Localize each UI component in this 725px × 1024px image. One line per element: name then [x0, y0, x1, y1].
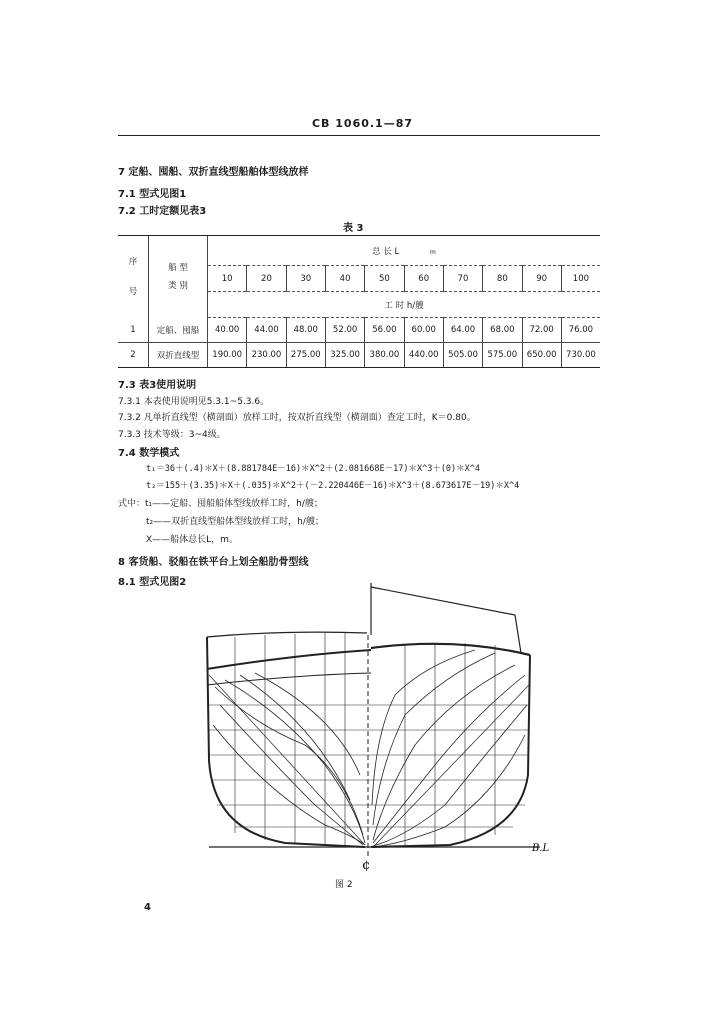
centerline-label: ¢	[362, 858, 371, 873]
document-code: CB 1060.1—87	[311, 117, 414, 130]
length-cell: 90	[522, 266, 561, 292]
sheer-line-right	[371, 644, 530, 655]
section-7-3: 7.3 表3使用说明	[118, 380, 197, 391]
deck-line-left	[207, 632, 367, 637]
where-t1: 式中：t₁——定船、囤船船体型线放样工时，h/艘；	[118, 499, 323, 509]
sheer-line-left	[207, 650, 371, 669]
value-cell: 40.00	[208, 318, 247, 343]
length-cell: 80	[483, 266, 522, 292]
where-t2: t₂——双折直线型船体型线放样工时，h/艘；	[146, 517, 324, 527]
length-cell: 70	[443, 266, 482, 292]
section-7-title: 7 定船、囤船、双折直线型船舶体型线放样	[118, 167, 309, 178]
value-cell: 440.00	[404, 343, 443, 368]
value-cell: 64.00	[443, 318, 482, 343]
value-cell: 325.00	[325, 343, 364, 368]
section-8-1: 8.1 型式见图2	[118, 577, 187, 588]
length-cell: 20	[247, 266, 286, 292]
page-number: 4	[144, 902, 151, 913]
seq-header: 序 号	[118, 236, 149, 318]
value-cell: 190.00	[208, 343, 247, 368]
table-caption: 表 3	[343, 223, 364, 234]
ship-type-header: 船 型 类 别	[149, 236, 208, 318]
value-cell: 48.00	[286, 318, 325, 343]
section-7-4: 7.4 数学模式	[118, 448, 180, 459]
section-7-1: 7.1 型式见图1	[118, 189, 187, 200]
value-cell: 275.00	[286, 343, 325, 368]
value-cell: 60.00	[404, 318, 443, 343]
work-hours-header: 工 时 h/艘	[208, 292, 601, 318]
value-cell: 68.00	[483, 318, 522, 343]
length-cell: 40	[325, 266, 364, 292]
section-7-3-1: 7.3.1 本表使用说明见5.3.1~5.3.6。	[118, 397, 270, 407]
value-cell: 575.00	[483, 343, 522, 368]
figure-caption: 图 2	[335, 880, 353, 890]
value-cell: 56.00	[365, 318, 404, 343]
work-hours-table	[118, 235, 600, 368]
value-cell: 230.00	[247, 343, 286, 368]
table-row	[118, 343, 600, 368]
length-cell: 60	[404, 266, 443, 292]
table-row	[118, 318, 600, 343]
header-rule	[118, 135, 600, 136]
total-length-header: 总 长 L m	[208, 236, 601, 266]
value-cell: 72.00	[522, 318, 561, 343]
bl-label: B.L	[532, 843, 550, 854]
length-cell: 10	[208, 266, 247, 292]
value-cell: 730.00	[561, 343, 600, 368]
formula-t1: t₁＝36＋(.4)＊X＋(8.881784E－16)＊X^2＋(2.081668E－17)＊X^3＋(0)＊X^4	[146, 464, 481, 474]
row-no: 2	[118, 343, 149, 368]
hull-outline-right	[371, 655, 530, 847]
length-cell: 100	[561, 266, 600, 292]
row-type: 双折直线型	[149, 343, 208, 368]
value-cell: 650.00	[522, 343, 561, 368]
length-cell: 50	[365, 266, 404, 292]
formula-t2: t₂＝155＋(3.35)＊X＋(.035)＊X^2＋(－2.220446E－16)＊X^3＋(8.673617E－19)＊X^4	[146, 481, 520, 491]
where-x: X——船体总长L，m。	[146, 535, 238, 545]
value-cell: 76.00	[561, 318, 600, 343]
row-type: 定船、囤船	[149, 318, 208, 343]
section-7-3-3: 7.3.3 技术等级：3~4级。	[118, 430, 226, 440]
section-8-title: 8 客货船、驳船在铁平台上划全船肋骨型线	[118, 557, 309, 568]
hull-body-plan-drawing	[195, 575, 575, 875]
value-cell: 44.00	[247, 318, 286, 343]
section-7-2: 7.2 工时定额见表3	[118, 206, 207, 217]
value-cell: 52.00	[325, 318, 364, 343]
value-cell: 505.00	[443, 343, 482, 368]
length-cell: 30	[286, 266, 325, 292]
value-cell: 380.00	[365, 343, 404, 368]
section-7-3-2: 7.3.2 凡单折直线型（横剖面）放样工时，按双折直线型（横剖面）查定工时，K＝0.80。	[118, 413, 476, 423]
row-no: 1	[130, 324, 136, 335]
